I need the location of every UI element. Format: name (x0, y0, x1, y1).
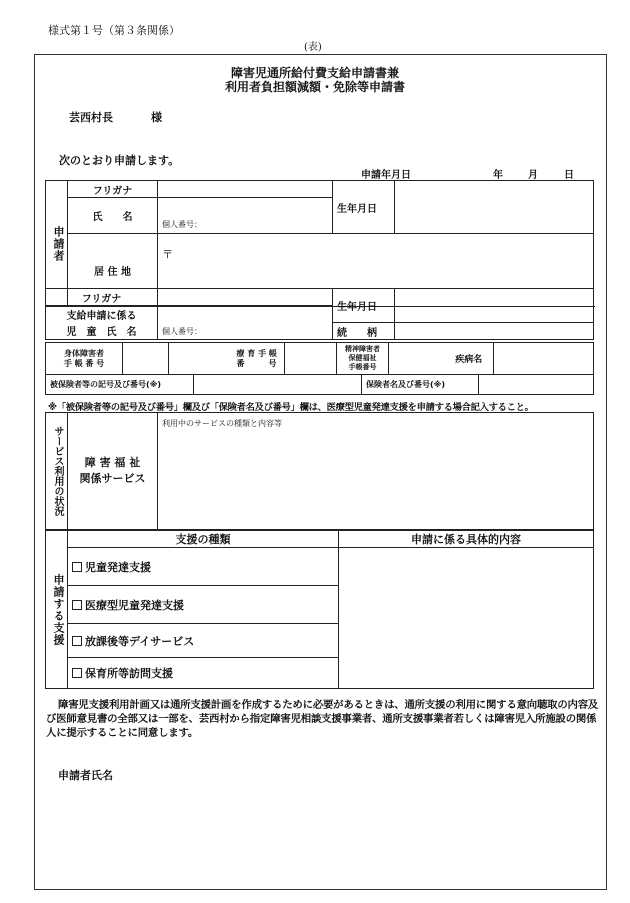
applicant-birth-field[interactable] (395, 181, 594, 234)
support-option-1[interactable]: 医療型児童発達支援 (68, 586, 339, 624)
support-option-2[interactable]: 放課後等デイサービス (68, 624, 339, 658)
service-status-group-label: サービス利用の状況 (46, 413, 68, 530)
support-option-0[interactable]: 児童発達支援 (68, 548, 339, 586)
page-side-label: (表) (304, 42, 322, 53)
support-detail-header: 申請に係る具体的内容 (339, 531, 594, 548)
service-content-label: 利用中のサービスの種類と内容等 (162, 419, 282, 428)
service-status-table (45, 412, 594, 530)
child-table (45, 288, 594, 340)
child-relation-field[interactable] (395, 323, 594, 340)
applicant-furigana-label: フリガナ (68, 181, 158, 198)
mental-handbook-label: 精神障害者 保健福祉 手帳番号 (337, 343, 389, 375)
rehab-handbook-label: 療 育 手 帳 番 号 (233, 343, 285, 375)
form-title (0, 66, 630, 94)
checkbox-icon[interactable] (72, 562, 82, 572)
physical-handbook-field[interactable] (123, 343, 169, 375)
insured-number-label: 被保険者等の記号及び番号(※) (46, 375, 194, 395)
handbook-table (45, 342, 594, 375)
insurance-table (45, 374, 594, 395)
application-date-day: 日 (564, 170, 574, 181)
application-date-month: 月 (528, 170, 538, 181)
physical-handbook-field-extra[interactable] (169, 343, 233, 375)
disease-field[interactable] (494, 343, 594, 375)
child-birth-field[interactable] (395, 289, 594, 323)
applicant-group-label: 申請者 (46, 181, 68, 307)
disease-label: 疾病名 (445, 343, 494, 375)
checkbox-icon[interactable] (72, 636, 82, 646)
child-furigana-label: フリガナ (46, 289, 158, 306)
applicant-name-label: 氏 名 (68, 198, 158, 234)
title-line-1: 障害児通所給付費支給申請書兼 (230, 66, 399, 80)
checkbox-icon[interactable] (72, 668, 82, 678)
insurer-field[interactable] (479, 375, 594, 395)
support-table (45, 530, 594, 689)
applicant-furigana-field[interactable] (158, 181, 333, 198)
application-date-label: 申請年月日 (361, 170, 411, 181)
consent-text: 障害児支援利用計画又は通所支援計画を作成するために必要があるときは、通所支援の利用に関する意向聴取の内容及び医師意見書の全部又は一部を、芸西村から指定障害児相談支援事業者、通所支援事業者若しくは障害児入所施設の関係人に提示することに同意します。 (46, 699, 599, 739)
insurer-label: 保険者名及び番号(※) (362, 375, 479, 395)
postal-mark: 〒 (162, 248, 173, 261)
signature-label: 申請者氏名 (58, 769, 113, 782)
child-birth-label: 生年月日 (333, 289, 395, 323)
physical-handbook-label: 身体障害者 手 帳 番 号 (46, 343, 123, 375)
applicant-name-field[interactable] (158, 198, 333, 234)
insurance-note: ※「被保険者等の記号及び番号」欄及び「保険者名及び番号」欄は、医療型児童発達支援を申請する場合記入すること。 (48, 402, 534, 413)
child-name-label-1: 支給申請に係る (46, 306, 158, 323)
service-content-field[interactable] (158, 413, 594, 530)
child-furigana-field[interactable] (158, 289, 333, 306)
support-group-label: 申請する支援 (46, 531, 68, 689)
rehab-handbook-field[interactable] (285, 343, 337, 375)
application-date-year: 年 (493, 170, 503, 181)
child-relation-label: 続 柄 (333, 323, 395, 340)
applicant-birth-label: 生年月日 (333, 181, 395, 234)
support-type-header: 支援の種類 (68, 531, 339, 548)
addressee-honorific: 様 (151, 111, 162, 124)
applicant-address-label: 居 住 地 (68, 234, 158, 307)
service-type-label: 障 害 福 祉 関係サービス (68, 413, 158, 530)
child-personal-number-label: 個人番号： (162, 327, 202, 336)
insured-number-field[interactable] (194, 375, 362, 395)
support-option-3[interactable]: 保育所等訪問支援 (68, 658, 339, 689)
intro-text: 次のとおり申請します。 (59, 154, 180, 167)
form-number: 様式第１号（第３条関係） (48, 24, 180, 37)
support-detail-field[interactable] (339, 548, 594, 689)
child-name-field[interactable] (158, 306, 333, 340)
applicant-personal-number-label: 個人番号： (162, 220, 202, 229)
title-line-2: 利用者負担額減額・免除等申請書 (224, 80, 405, 94)
addressee-name: 芸西村長 (69, 111, 113, 124)
mental-handbook-field[interactable] (389, 343, 445, 375)
checkbox-icon[interactable] (72, 600, 82, 610)
signature-field[interactable] (130, 764, 430, 782)
child-name-label-2: 児 童 氏 名 (46, 323, 158, 340)
